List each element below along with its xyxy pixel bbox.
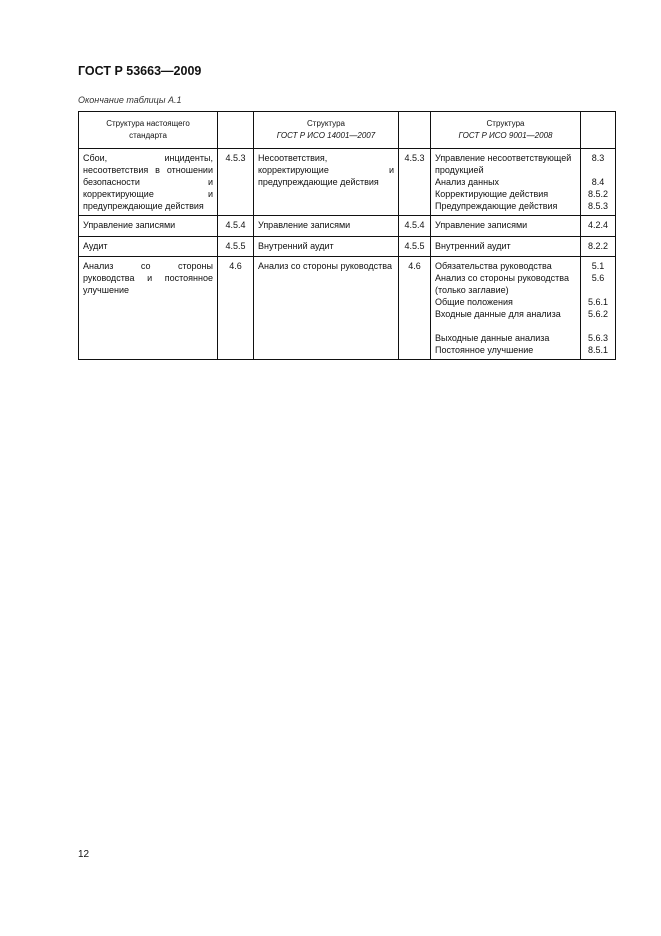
document-title: ГОСТ Р 53663—2009 <box>78 64 202 78</box>
std-number-cell: 4.5.4 <box>218 216 254 237</box>
header-col5 <box>431 112 581 149</box>
header-col5-line2: ГОСТ Р ИСО 9001—2008 <box>458 130 553 140</box>
table-header-row <box>79 112 616 149</box>
iso9001-number-cell <box>581 257 616 360</box>
iso9001-entry-text: Корректирующие действия <box>435 189 549 199</box>
std-section-cell: Анализ со стороны руководства и постоянное улучшение <box>79 257 218 360</box>
iso9001-entry-number: 5.6.3 <box>587 333 609 343</box>
iso9001-entry-text: Входные данные для анализа <box>435 309 561 319</box>
iso9001-entry-number: 5.1 <box>591 261 605 271</box>
std-section-cell: Аудит <box>79 237 218 257</box>
iso14001-number-cell: 4.5.4 <box>399 216 431 237</box>
iso9001-entry-number: 4.2.4 <box>581 216 616 237</box>
iso9001-entry-text: Управление несоответствующей продукцией <box>435 153 572 175</box>
std-number-cell: 4.5.3 <box>218 149 254 216</box>
iso14001-number-cell: 4.5.3 <box>399 149 431 216</box>
iso9001-entry-number: 8.4 <box>591 177 605 187</box>
header-col1: Структура настоящего стандарта <box>79 112 218 149</box>
iso14001-section-cell: Внутренний аудит <box>254 237 399 257</box>
iso9001-entry-number: 8.2.2 <box>581 237 616 257</box>
header-col3-line1: Структура <box>307 118 345 128</box>
iso9001-entry-number: 8.5.1 <box>587 345 609 355</box>
iso9001-text-cell <box>431 257 581 360</box>
table-row <box>79 149 616 216</box>
std-number-cell: 4.5.5 <box>218 237 254 257</box>
iso9001-entry-text: Анализ данных <box>435 177 500 187</box>
iso14001-section-cell: Управление записями <box>254 216 399 237</box>
iso9001-entry-number: 5.6.2 <box>587 309 609 319</box>
page-number: 12 <box>78 849 90 860</box>
std-number-cell: 4.6 <box>218 257 254 360</box>
iso9001-entry-number: 5.6 <box>591 273 605 283</box>
iso9001-entry-text: Общие положения <box>435 297 513 307</box>
header-col3 <box>254 112 399 149</box>
iso9001-entry-text: Внутренний аудит <box>431 237 581 257</box>
iso9001-entry-text: Предупреждающие действия <box>435 201 558 211</box>
header-col3-line2: ГОСТ Р ИСО 14001—2007 <box>276 130 376 140</box>
header-col4 <box>399 112 431 149</box>
std-section-cell: Управление записями <box>79 216 218 237</box>
iso14001-section-cell: Несоответствия, корректирующие и предупреждающие действия <box>254 149 399 216</box>
header-col6 <box>581 112 616 149</box>
iso9001-entry-text: Постоянное улучшение <box>435 345 534 355</box>
table-row <box>79 216 616 237</box>
std-section-cell: Сбои, инциденты, несоответствия в отношении безопасности и корректирующие и предупреждающие действия <box>79 149 218 216</box>
iso9001-entry-number: 8.5.2 <box>587 189 609 199</box>
iso14001-section-cell: Анализ со стороны руководства <box>254 257 399 360</box>
iso9001-entry-number: 8.5.3 <box>587 201 609 211</box>
table-caption: Окончание таблицы А.1 <box>78 95 182 105</box>
iso14001-number-cell: 4.5.5 <box>399 237 431 257</box>
comparison-table <box>78 111 616 360</box>
iso9001-entry-text: Выходные данные анализа <box>435 333 550 343</box>
iso14001-number-cell: 4.6 <box>399 257 431 360</box>
iso9001-text-cell <box>431 149 581 216</box>
iso9001-entry-number: 8.3 <box>591 153 605 163</box>
header-col5-line1: Структура <box>486 118 525 128</box>
iso9001-number-cell <box>581 149 616 216</box>
iso9001-entry-text: Обязательства руководства <box>435 261 552 271</box>
table-row <box>79 237 616 257</box>
iso9001-entry-text: Анализ со стороны руководства (только заглавие) <box>435 273 569 295</box>
header-col2 <box>218 112 254 149</box>
iso9001-entry-text: Управление записями <box>431 216 581 237</box>
table-row <box>79 257 616 360</box>
iso9001-entry-number: 5.6.1 <box>587 297 609 307</box>
